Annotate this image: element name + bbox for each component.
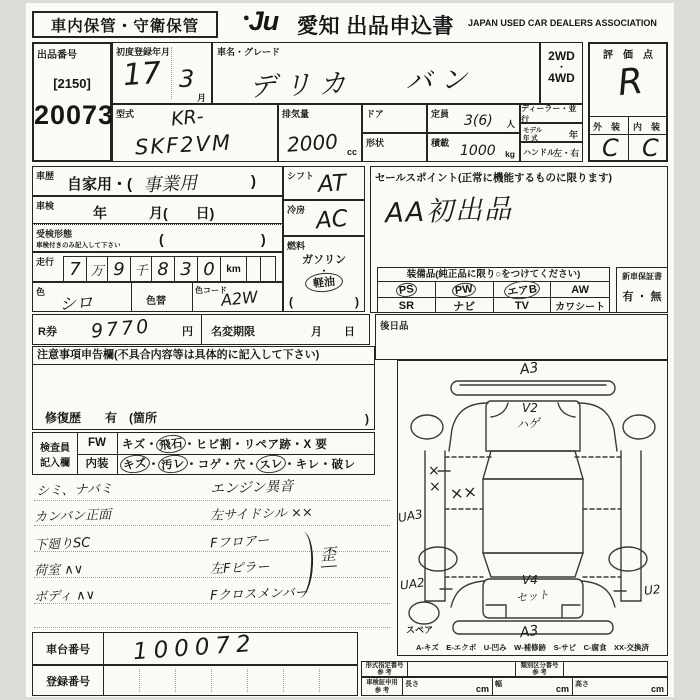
type-number-label-cell <box>362 662 408 676</box>
note-left-3: 下廻りSC <box>33 535 91 554</box>
grade-interior-value: C <box>642 134 659 162</box>
diagram-front-label: A3 <box>518 359 540 379</box>
fuel-diesel-circled: 軽油 <box>304 271 344 293</box>
inspector-r2s2: ・コゲ・穴・ <box>185 459 258 471</box>
load-box <box>427 133 520 162</box>
fuel-dot: ・ <box>319 266 329 276</box>
length-label: 長さ <box>405 681 419 688</box>
door-label: ドア <box>366 109 384 119</box>
note-rule-2 <box>34 525 390 526</box>
color-row <box>32 282 283 316</box>
diagram-hood-note-1: V2 <box>522 401 538 415</box>
association-title: JAPAN USED CAR DEALERS ASSOCIATION <box>468 18 657 28</box>
capacity-box <box>427 104 520 133</box>
dealer-parallel-box <box>520 104 583 123</box>
width-cell <box>493 678 573 695</box>
grade-label: 評 価 点 <box>603 50 653 61</box>
class-number-sub: 参 考 <box>532 669 547 676</box>
model-code-box <box>112 104 278 162</box>
grade-box <box>588 42 668 162</box>
note-rule-4 <box>34 577 390 578</box>
equipment-ps: PS <box>395 281 417 297</box>
juken-row <box>32 224 283 252</box>
first-registration-month-unit: 月 <box>197 93 207 103</box>
model-code-value: SKF2VM <box>134 130 233 160</box>
first-registration-year: 17 <box>121 55 163 94</box>
color-change-label: 色替 <box>146 296 166 307</box>
vehicle-diagram-box <box>397 360 668 656</box>
lot-label: 出品番号 <box>37 50 77 61</box>
registration-div-5 <box>283 669 284 692</box>
note-right-1: エンジン異音 <box>209 478 294 498</box>
first-registration-label: 初度登録年月 <box>116 47 171 57</box>
inspector-row1-head: FW <box>77 433 118 454</box>
later-items-box <box>375 314 668 360</box>
model-year-label2: 年 式 <box>523 135 538 142</box>
equipment-header: 装備品(純正品に限り○をつけてください) <box>378 268 609 282</box>
note-left-4: 荷室 ∧∨ <box>33 562 84 579</box>
mileage-d1: 7 <box>69 258 81 280</box>
shaken-row <box>32 196 283 224</box>
load-label: 積載 <box>431 138 450 148</box>
r-ticket-value: 9770 <box>90 315 153 343</box>
car-name-box <box>212 42 540 104</box>
diagram-u2-label: U2 <box>643 582 662 598</box>
shift-box <box>283 166 365 200</box>
first-registration-box <box>112 42 212 104</box>
first-registration-month: 3 <box>179 65 195 93</box>
note-right-5: Fクロスメンバー <box>209 585 308 604</box>
grade-score: R <box>615 60 646 105</box>
equipment-navi: ナビ <box>453 300 476 313</box>
handle-box <box>520 142 583 162</box>
mileage-unit: km <box>226 263 241 275</box>
note-rule-1 <box>34 500 390 501</box>
diagram-rear-note-2: セット <box>515 588 550 605</box>
lot-bracket: [2150] <box>53 76 91 91</box>
chassis-row <box>32 632 358 665</box>
mileage-d7: 0 <box>203 258 215 280</box>
type-number-value-cell <box>408 662 516 676</box>
registration-div-3 <box>211 669 212 692</box>
equipment-airbag: エアB <box>503 278 541 300</box>
mileage-row <box>32 252 283 282</box>
shape-label: 形状 <box>366 138 385 148</box>
first-registration-divider <box>171 47 172 99</box>
inspector-r2-circled-kizu: キズ <box>119 453 151 474</box>
dealer-parallel-label: ディーラー・並 行 <box>521 103 577 124</box>
juken-paren-close: ) <box>261 231 266 247</box>
inspector-r2-circled-yogore: 汚レ <box>157 453 189 475</box>
model-year-label1: モデル <box>523 127 543 134</box>
model-code-prefix: KR- <box>169 105 205 131</box>
ju-logo-text: Ju <box>248 6 279 36</box>
history-written: 事業用 <box>142 172 198 197</box>
juken-label: 受検形態 <box>36 229 73 239</box>
displacement-label: 排気量 <box>282 109 310 119</box>
fuel-gasoline: ガソリン <box>302 254 346 266</box>
mileage-d4: 千 <box>134 263 148 279</box>
sales-point-value: AA初出品 <box>384 193 514 230</box>
diagram-rear-note-1: V4 <box>522 573 538 587</box>
mileage-d5: 8 <box>157 258 169 280</box>
height-label: 高さ <box>575 681 589 688</box>
storage-box <box>32 11 218 38</box>
class-number-label-cell <box>516 662 564 676</box>
diagram-xmark-2: × <box>429 479 441 495</box>
inspector-r2s3: ・キレ・破レ <box>283 459 356 471</box>
notice-header: 注意事項申告欄(不具合内容等は具体的に記入して下さい) <box>33 347 374 365</box>
cert-label-cell <box>362 678 403 695</box>
type-number-label: 形式指定番号 <box>365 662 404 669</box>
warranty-value: 有 ・ 無 <box>622 291 662 303</box>
later-items-label: 後日品 <box>380 321 409 332</box>
inspector-row-2 <box>77 454 374 474</box>
chassis-label: 車台番号 <box>46 643 90 656</box>
registration-row <box>32 665 358 696</box>
registration-div-1 <box>139 669 140 692</box>
model-year-box <box>520 123 583 142</box>
ac-value: AC <box>314 205 349 235</box>
cert-label: 車検証申用 <box>366 678 398 686</box>
note-rule-6 <box>34 627 390 628</box>
diagram-ua3-label: UA3 <box>396 506 424 526</box>
inspector-row-1 <box>77 433 374 455</box>
color-label: 色 <box>36 287 46 297</box>
r-ticket-row <box>32 314 370 345</box>
equipment-leather-seat: カワシート <box>555 302 606 313</box>
inspector-r1c: ・ヒビ割・リペア跡・X 要 <box>183 438 328 451</box>
juken-note: 車検付きのみ記入して下さい <box>36 242 121 249</box>
model-year-unit: 年 <box>568 130 578 140</box>
equipment-row-1 <box>378 282 609 298</box>
registration-div-6 <box>319 669 320 692</box>
class-number-label: 類別区分番号 <box>520 662 559 669</box>
drive-dot: ・ <box>556 62 566 72</box>
dimensions-row <box>361 677 668 696</box>
diagram-xmark-1: × <box>428 463 440 479</box>
repair-history-close: ) <box>365 412 369 426</box>
drive-2wd: 2WD <box>548 49 575 63</box>
inspector-r1-circled-tobiishi: 飛石 <box>155 433 187 455</box>
equipment-row-2 <box>378 298 609 313</box>
cert-sub: 参 考 <box>374 686 390 694</box>
lot-box <box>32 42 115 162</box>
inspector-row2-head: 内装 <box>77 454 118 474</box>
car-name-value: デリカ バン <box>248 64 476 103</box>
chassis-value: 100072 <box>132 630 258 666</box>
grade-exterior-value: C <box>602 134 619 162</box>
warranty-label: 新車保証書 <box>622 272 662 281</box>
load-value: 1000 <box>460 143 496 159</box>
registration-div-4 <box>247 669 248 692</box>
displacement-unit: cc <box>346 147 357 157</box>
equipment-pw: PW <box>451 281 476 298</box>
color-code-label: 色コード <box>195 286 227 295</box>
door-box <box>362 104 427 133</box>
inspector-r2-circled-sure: スレ <box>255 453 287 475</box>
mileage-cells <box>63 256 276 282</box>
mileage-d6: 3 <box>180 258 192 280</box>
equipment-sr: SR <box>398 299 415 312</box>
height-cell <box>573 678 667 695</box>
inspector-label-1: 検査員 <box>40 442 70 454</box>
fuel-box <box>283 236 365 312</box>
length-cell <box>403 678 493 695</box>
name-change-label: 名変期限 <box>211 326 255 338</box>
fuel-paren-close: ) <box>355 295 359 309</box>
grade-exterior-label: 外 装 <box>593 122 621 132</box>
mileage-d2: 万 <box>90 263 104 279</box>
capacity-value: 3(6) <box>464 113 493 129</box>
shaken-text: 年 月( 日) <box>93 205 215 221</box>
drive-type-box <box>540 42 583 104</box>
shift-label: シフト <box>287 171 315 181</box>
class-number-value-cell <box>564 662 667 676</box>
ju-logo-dot: ● <box>243 12 249 24</box>
registration-label: 登録番号 <box>46 675 90 688</box>
note-left-2: カンバン正面 <box>33 507 112 526</box>
equipment-aw: AW <box>571 283 589 296</box>
equipment-tv: TV <box>514 299 529 312</box>
model-code-label: 型式 <box>116 109 135 119</box>
height-unit: cm <box>650 684 664 694</box>
equipment-table <box>377 267 610 313</box>
juken-paren-open: ( <box>159 231 164 247</box>
diagram-legend: A-キズ E-エクボ U-凹み W-補修跡 S-サビ C-腐食 XX-交換済 <box>415 643 650 652</box>
storage-label: 車内保管・守衛保管 <box>50 17 200 35</box>
chassis-label-cell <box>33 633 104 664</box>
history-label: 車歴 <box>36 171 55 181</box>
registration-div-2 <box>175 669 176 692</box>
mileage-label: 走行 <box>36 257 55 267</box>
inspector-r2s1: ・ <box>147 459 160 471</box>
name-change-text: 月 日 <box>311 326 355 338</box>
shift-value: AT <box>317 170 347 198</box>
diagram-rear-label: A3 <box>518 622 540 642</box>
notes-brace-note: 歪 <box>319 541 337 567</box>
history-row <box>32 166 283 196</box>
capacity-unit: 人 <box>506 119 515 129</box>
ju-logo <box>243 6 278 37</box>
note-right-3: Fフロアー <box>209 533 270 552</box>
displacement-box <box>278 104 362 162</box>
color-value: シロ <box>58 292 94 316</box>
ac-box <box>283 200 365 236</box>
color-code-value: A2W <box>220 287 259 310</box>
load-unit: kg <box>505 149 515 159</box>
diagram-ua2-label: UA2 <box>399 575 426 593</box>
inspector-r1a: キズ・ <box>122 438 158 451</box>
note-left-5: ボディ ∧∨ <box>33 587 96 606</box>
shape-box <box>362 133 427 162</box>
notice-box <box>32 346 375 430</box>
width-unit: cm <box>555 684 569 694</box>
handle-value: 左・右 <box>553 148 579 158</box>
fuel-paren-open: ( <box>289 295 293 309</box>
displacement-value: 2000 <box>286 129 339 157</box>
mileage-d3: 9 <box>113 258 125 280</box>
drive-4wd: 4WD <box>548 71 575 85</box>
grade-interior-label: 内 装 <box>633 122 661 132</box>
note-right-4: 左Fピラー <box>209 559 270 578</box>
repair-history-line: 修復歴 有 (箇所 <box>45 411 157 425</box>
inspector-label-2: 記入欄 <box>40 457 70 469</box>
capacity-label: 定員 <box>431 109 450 119</box>
fuel-diesel-wrap <box>284 273 364 292</box>
notes-area <box>32 476 392 628</box>
sales-point-label: セールスポイント(正常に機能するものに限ります) <box>375 172 613 184</box>
warranty-box <box>616 267 668 313</box>
handle-label: ハンドル <box>523 148 555 157</box>
shaken-label: 車検 <box>36 201 55 211</box>
type-number-sub: 参 考 <box>377 669 392 676</box>
width-label: 幅 <box>495 681 502 688</box>
sheet-title: 愛知 出品申込書 <box>297 15 454 38</box>
history-printed: 自家用・( <box>67 176 132 193</box>
r-ticket-label: R券 <box>38 326 57 338</box>
type-number-row <box>361 661 668 677</box>
inspector-row1-items <box>118 435 327 453</box>
inspector-label-cell <box>33 433 78 474</box>
note-left-1: シミ、ナバミ <box>35 481 114 500</box>
history-close: ) <box>251 173 256 190</box>
r-ticket-cell <box>33 315 202 344</box>
grade-vert-divider <box>628 116 629 160</box>
car-name-label: 車名・グレード <box>217 47 281 57</box>
fuel-label: 燃料 <box>287 241 306 251</box>
r-ticket-unit: 円 <box>182 326 193 338</box>
diagram-xmarks: ×× <box>449 481 478 504</box>
diagram-hood-note-2: ハゲ <box>515 415 541 433</box>
inspector-table <box>32 432 375 475</box>
color-change-cell <box>131 283 193 311</box>
length-unit: cm <box>475 684 489 694</box>
note-right-2: 左サイドシル ×× <box>209 505 313 524</box>
diagram-spare-label: スペア <box>406 625 434 635</box>
registration-label-cell <box>33 666 104 695</box>
ac-label: 冷房 <box>287 205 306 215</box>
notes-brace <box>296 532 314 599</box>
lot-number: 20073 <box>34 100 115 130</box>
inspector-row2-items <box>118 455 356 473</box>
